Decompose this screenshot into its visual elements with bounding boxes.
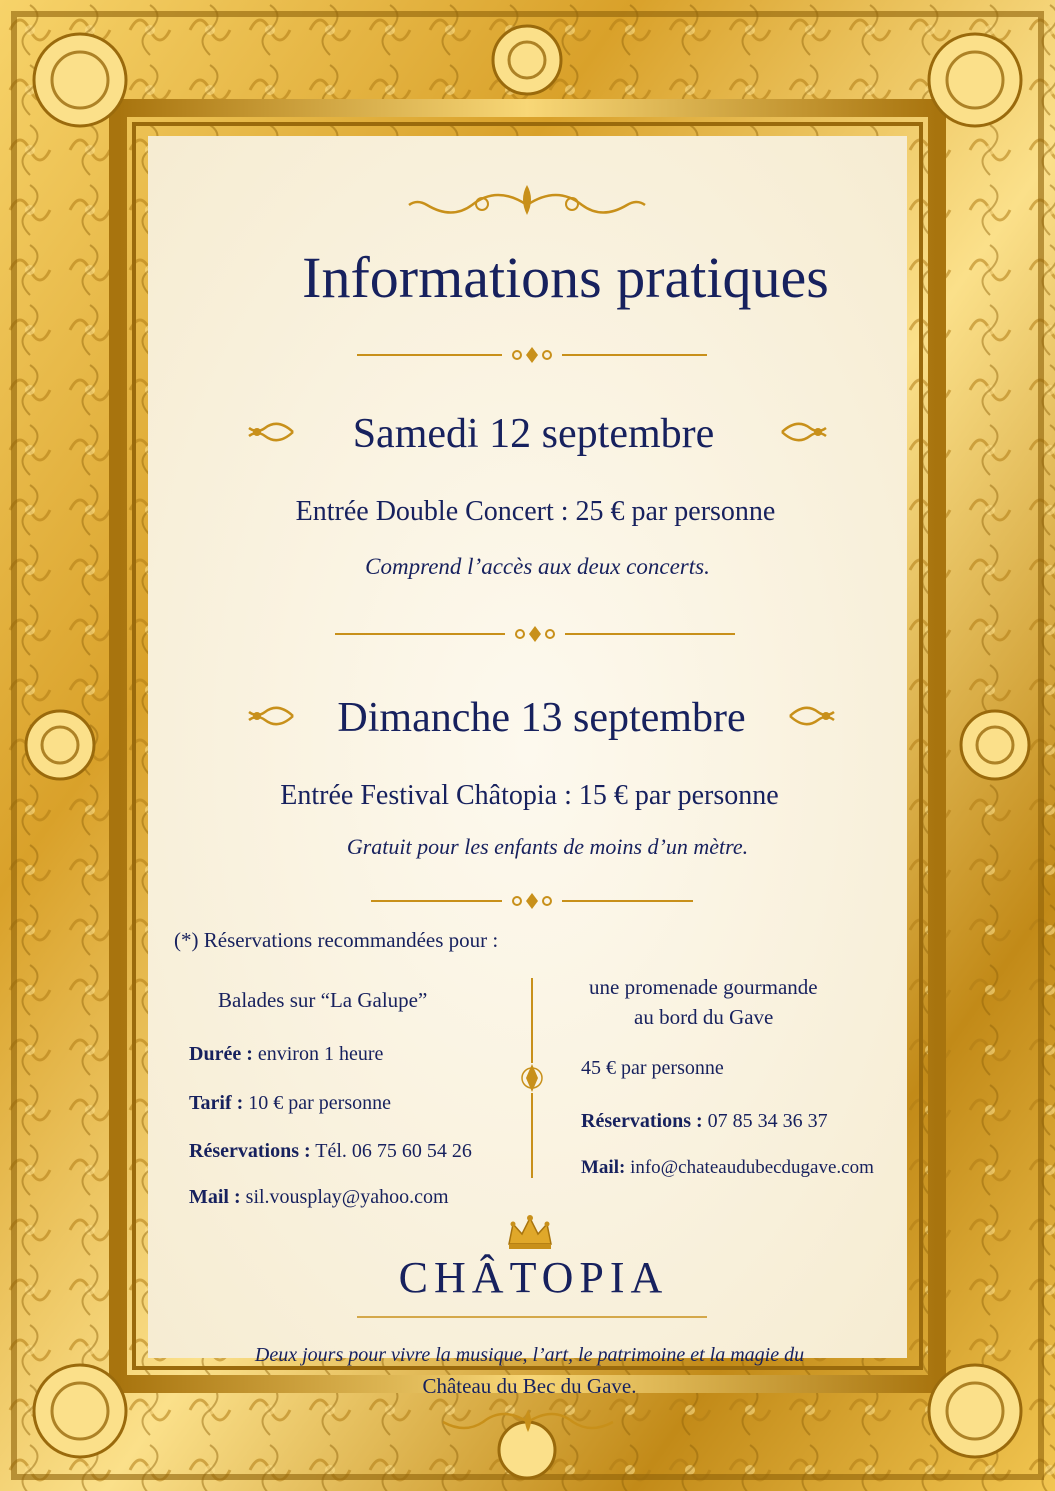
sunday-heading: Dimanche 13 septembre (337, 695, 746, 741)
galupe-mail (189, 1186, 449, 1209)
mail-label: Mail: (581, 1157, 626, 1178)
resa-value: 07 85 34 36 37 (707, 1110, 828, 1132)
resa-label: Réservations : (581, 1110, 703, 1132)
brand-logo: CHÂTOPIA (398, 1253, 669, 1302)
resa-value: Tél. 06 75 60 54 26 (315, 1140, 472, 1162)
galupe-price (189, 1092, 391, 1115)
tagline-line2: Château du Bec du Gave. (422, 1374, 637, 1398)
resa-label: Réservations : (189, 1140, 311, 1162)
duration-value: environ 1 heure (257, 1043, 384, 1065)
divider-ornament (357, 345, 707, 365)
sunday-entry: Entrée Festival Châtopia : 15 € par personne (280, 780, 779, 811)
brand-underline (357, 1314, 707, 1320)
page-title: Informations pratiques (302, 245, 829, 310)
mail-value[interactable]: sil.vousplay@yahoo.com (245, 1186, 449, 1208)
promenade-reservations (581, 1110, 828, 1133)
price-value: 10 € par personne (248, 1092, 391, 1114)
saturday-heading: Samedi 12 septembre (352, 411, 715, 457)
top-flourish-ornament (407, 180, 647, 230)
promenade-title-line2: au bord du Gave (634, 1005, 774, 1029)
promenade-mail (581, 1157, 874, 1179)
heading-right-ornament (788, 696, 838, 736)
mail-label: Mail : (189, 1186, 241, 1208)
divider-ornament (371, 891, 693, 911)
reservations-intro: (*) Réservations recommandées pour : (174, 928, 499, 952)
vertical-separator-ornament (517, 978, 547, 1178)
promenade-title-line1: une promenade gourmande (589, 975, 818, 999)
galupe-title: Balades sur “La Galupe” (218, 988, 428, 1012)
heading-right-ornament (780, 412, 830, 452)
galupe-duration (189, 1043, 383, 1066)
galupe-reservations (189, 1140, 472, 1163)
mail-value[interactable]: info@chateaudubecdugave.com (630, 1157, 874, 1178)
saturday-note: Comprend l’accès aux deux concerts. (365, 554, 710, 579)
promenade-price: 45 € par personne (581, 1057, 724, 1079)
saturday-entry: Entrée Double Concert : 25 € par personne (295, 496, 776, 527)
duration-label: Durée : (189, 1043, 253, 1065)
divider-ornament (335, 624, 735, 644)
sunday-note: Gratuit pour les enfants de moins d’un mètre. (346, 834, 749, 859)
crown-icon (505, 1214, 555, 1250)
price-label: Tarif : (189, 1092, 244, 1114)
tagline-line1: Deux jours pour vivre la musique, l’art, le patrimoine et la magie du (254, 1344, 805, 1366)
bottom-flourish-ornament (430, 1404, 626, 1438)
